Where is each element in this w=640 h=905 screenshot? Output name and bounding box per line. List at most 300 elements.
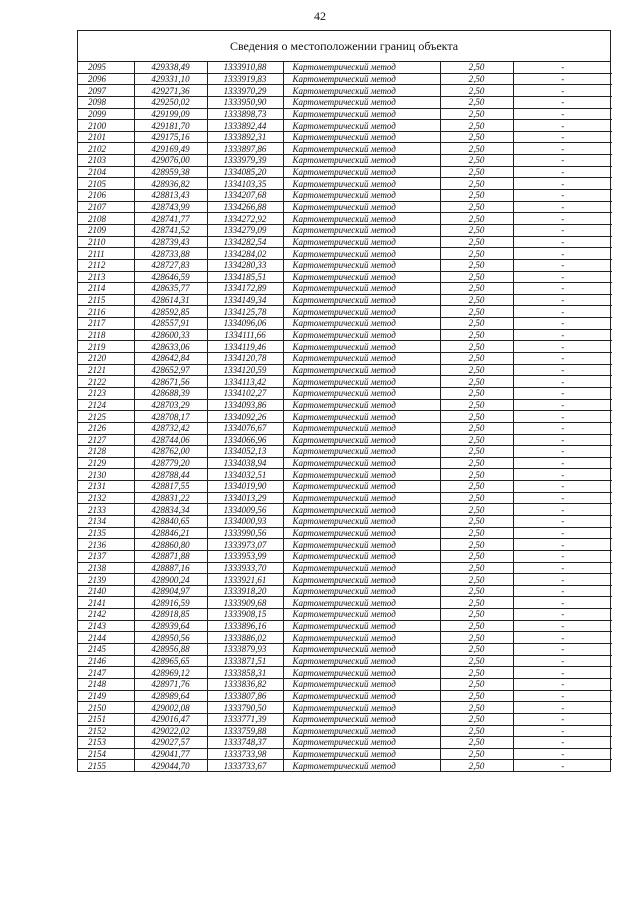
method-cell: Картометрический метод — [283, 190, 440, 202]
table-row — [78, 387, 612, 399]
description-cell: - — [513, 73, 612, 85]
method-cell: Картометрический метод — [283, 574, 440, 586]
point-number-cell: 2139 — [78, 574, 134, 586]
x-coordinate-cell: 429250,02 — [134, 96, 207, 108]
description-cell: - — [513, 539, 612, 551]
y-coordinate-cell: 1334019,90 — [207, 481, 283, 493]
method-cell: Картометрический метод — [283, 527, 440, 539]
y-coordinate-cell: 1334113,42 — [207, 376, 283, 388]
description-cell: - — [513, 550, 612, 562]
table-row — [78, 213, 612, 225]
description-cell: - — [513, 271, 612, 283]
point-number-cell: 2105 — [78, 178, 134, 190]
method-cell: Картометрический метод — [283, 550, 440, 562]
x-coordinate-cell: 429076,00 — [134, 155, 207, 167]
description-cell: - — [513, 143, 612, 155]
method-cell: Картометрический метод — [283, 562, 440, 574]
method-cell: Картометрический метод — [283, 259, 440, 271]
accuracy-cell: 2,50 — [440, 515, 513, 527]
method-cell: Картометрический метод — [283, 364, 440, 376]
point-number-cell: 2127 — [78, 434, 134, 446]
point-number-cell: 2145 — [78, 644, 134, 656]
point-number-cell: 2119 — [78, 341, 134, 353]
description-cell: - — [513, 364, 612, 376]
y-coordinate-cell: 1333892,31 — [207, 131, 283, 143]
accuracy-cell: 2,50 — [440, 213, 513, 225]
method-cell: Картометрический метод — [283, 515, 440, 527]
accuracy-cell: 2,50 — [440, 353, 513, 365]
method-cell: Картометрический метод — [283, 713, 440, 725]
description-cell: - — [513, 527, 612, 539]
point-number-cell: 2102 — [78, 143, 134, 155]
table-row — [78, 620, 612, 632]
method-cell: Картометрический метод — [283, 609, 440, 621]
y-coordinate-cell: 1334207,68 — [207, 190, 283, 202]
x-coordinate-cell: 428744,06 — [134, 434, 207, 446]
accuracy-cell: 2,50 — [440, 387, 513, 399]
y-coordinate-cell: 1333759,88 — [207, 725, 283, 737]
table-row — [78, 108, 612, 120]
description-cell: - — [513, 492, 612, 504]
table-row — [78, 201, 612, 213]
y-coordinate-cell: 1334111,66 — [207, 329, 283, 341]
method-cell: Картометрический метод — [283, 399, 440, 411]
method-cell: Картометрический метод — [283, 597, 440, 609]
x-coordinate-cell: 428688,39 — [134, 387, 207, 399]
method-cell: Картометрический метод — [283, 678, 440, 690]
method-cell: Картометрический метод — [283, 539, 440, 551]
table-row — [78, 85, 612, 97]
method-cell: Картометрический метод — [283, 294, 440, 306]
point-number-cell: 2132 — [78, 492, 134, 504]
point-number-cell: 2120 — [78, 353, 134, 365]
method-cell: Картометрический метод — [283, 213, 440, 225]
x-coordinate-cell: 428646,59 — [134, 271, 207, 283]
description-cell: - — [513, 690, 612, 702]
table-row — [78, 236, 612, 248]
y-coordinate-cell: 1334119,46 — [207, 341, 283, 353]
method-cell: Картометрический метод — [283, 655, 440, 667]
y-coordinate-cell: 1333896,16 — [207, 620, 283, 632]
description-cell: - — [513, 469, 612, 481]
point-number-cell: 2098 — [78, 96, 134, 108]
description-cell: - — [513, 678, 612, 690]
y-coordinate-cell: 1333918,20 — [207, 585, 283, 597]
x-coordinate-cell: 429022,02 — [134, 725, 207, 737]
x-coordinate-cell: 428971,76 — [134, 678, 207, 690]
x-coordinate-cell: 428732,42 — [134, 422, 207, 434]
y-coordinate-cell: 1334125,78 — [207, 306, 283, 318]
accuracy-cell: 2,50 — [440, 457, 513, 469]
description-cell: - — [513, 620, 612, 632]
accuracy-cell: 2,50 — [440, 155, 513, 167]
y-coordinate-cell: 1334272,92 — [207, 213, 283, 225]
accuracy-cell: 2,50 — [440, 667, 513, 679]
y-coordinate-cell: 1334093,86 — [207, 399, 283, 411]
table-row — [78, 737, 612, 749]
table-row — [78, 725, 612, 737]
description-cell: - — [513, 248, 612, 260]
table-row — [78, 259, 612, 271]
y-coordinate-cell: 1334009,56 — [207, 504, 283, 516]
x-coordinate-cell: 429271,36 — [134, 85, 207, 97]
method-cell: Картометрический метод — [283, 143, 440, 155]
x-coordinate-cell: 428741,77 — [134, 213, 207, 225]
description-cell: - — [513, 376, 612, 388]
description-cell: - — [513, 224, 612, 236]
table-row — [78, 306, 612, 318]
y-coordinate-cell: 1333771,39 — [207, 713, 283, 725]
table-row — [78, 166, 612, 178]
method-cell: Картометрический метод — [283, 96, 440, 108]
description-cell: - — [513, 434, 612, 446]
description-cell: - — [513, 318, 612, 330]
table-row — [78, 446, 612, 458]
method-cell: Картометрический метод — [283, 457, 440, 469]
x-coordinate-cell: 428965,65 — [134, 655, 207, 667]
x-coordinate-cell: 428831,22 — [134, 492, 207, 504]
accuracy-cell: 2,50 — [440, 236, 513, 248]
x-coordinate-cell: 428916,59 — [134, 597, 207, 609]
table-row — [78, 329, 612, 341]
point-number-cell: 2104 — [78, 166, 134, 178]
coordinates-table-body — [78, 62, 612, 771]
x-coordinate-cell: 428900,24 — [134, 574, 207, 586]
accuracy-cell: 2,50 — [440, 678, 513, 690]
description-cell: - — [513, 353, 612, 365]
y-coordinate-cell: 1333953,99 — [207, 550, 283, 562]
table-row — [78, 178, 612, 190]
method-cell: Картометрический метод — [283, 120, 440, 132]
x-coordinate-cell: 428743,99 — [134, 201, 207, 213]
x-coordinate-cell: 428871,88 — [134, 550, 207, 562]
description-cell: - — [513, 748, 612, 760]
y-coordinate-cell: 1334279,09 — [207, 224, 283, 236]
x-coordinate-cell: 428642,84 — [134, 353, 207, 365]
point-number-cell: 2143 — [78, 620, 134, 632]
y-coordinate-cell: 1333897,86 — [207, 143, 283, 155]
point-number-cell: 2110 — [78, 236, 134, 248]
x-coordinate-cell: 428557,91 — [134, 318, 207, 330]
point-number-cell: 2140 — [78, 585, 134, 597]
accuracy-cell: 2,50 — [440, 446, 513, 458]
table-row — [78, 504, 612, 516]
accuracy-cell: 2,50 — [440, 283, 513, 295]
method-cell: Картометрический метод — [283, 108, 440, 120]
point-number-cell: 2131 — [78, 481, 134, 493]
y-coordinate-cell: 1334172,89 — [207, 283, 283, 295]
accuracy-cell: 2,50 — [440, 318, 513, 330]
description-cell: - — [513, 457, 612, 469]
method-cell: Картометрический метод — [283, 85, 440, 97]
y-coordinate-cell: 1333879,93 — [207, 644, 283, 656]
x-coordinate-cell: 428846,21 — [134, 527, 207, 539]
description-cell: - — [513, 96, 612, 108]
method-cell: Картометрический метод — [283, 318, 440, 330]
table-row — [78, 96, 612, 108]
method-cell: Картометрический метод — [283, 585, 440, 597]
y-coordinate-cell: 1333871,51 — [207, 655, 283, 667]
accuracy-cell: 2,50 — [440, 108, 513, 120]
method-cell: Картометрический метод — [283, 504, 440, 516]
x-coordinate-cell: 428788,44 — [134, 469, 207, 481]
description-cell: - — [513, 190, 612, 202]
description-cell: - — [513, 411, 612, 423]
point-number-cell: 2154 — [78, 748, 134, 760]
point-number-cell: 2148 — [78, 678, 134, 690]
accuracy-cell: 2,50 — [440, 306, 513, 318]
x-coordinate-cell: 428834,34 — [134, 504, 207, 516]
accuracy-cell: 2,50 — [440, 85, 513, 97]
accuracy-cell: 2,50 — [440, 574, 513, 586]
accuracy-cell: 2,50 — [440, 550, 513, 562]
table-row — [78, 294, 612, 306]
table-row — [78, 632, 612, 644]
point-number-cell: 2138 — [78, 562, 134, 574]
x-coordinate-cell: 428779,20 — [134, 457, 207, 469]
description-cell: - — [513, 341, 612, 353]
table-row — [78, 539, 612, 551]
description-cell: - — [513, 155, 612, 167]
table-row — [78, 713, 612, 725]
accuracy-cell: 2,50 — [440, 702, 513, 714]
point-number-cell: 2103 — [78, 155, 134, 167]
y-coordinate-cell: 1334102,27 — [207, 387, 283, 399]
y-coordinate-cell: 1334103,35 — [207, 178, 283, 190]
accuracy-cell: 2,50 — [440, 166, 513, 178]
x-coordinate-cell: 428600,33 — [134, 329, 207, 341]
y-coordinate-cell: 1333733,67 — [207, 760, 283, 771]
y-coordinate-cell: 1333733,98 — [207, 748, 283, 760]
accuracy-cell: 2,50 — [440, 131, 513, 143]
accuracy-cell: 2,50 — [440, 737, 513, 749]
method-cell: Картометрический метод — [283, 329, 440, 341]
point-number-cell: 2152 — [78, 725, 134, 737]
point-number-cell: 2147 — [78, 667, 134, 679]
y-coordinate-cell: 1334280,33 — [207, 259, 283, 271]
table-row — [78, 271, 612, 283]
method-cell: Картометрический метод — [283, 166, 440, 178]
point-number-cell: 2107 — [78, 201, 134, 213]
description-cell: - — [513, 737, 612, 749]
accuracy-cell: 2,50 — [440, 585, 513, 597]
y-coordinate-cell: 1334038,94 — [207, 457, 283, 469]
accuracy-cell: 2,50 — [440, 259, 513, 271]
point-number-cell: 2133 — [78, 504, 134, 516]
point-number-cell: 2142 — [78, 609, 134, 621]
accuracy-cell: 2,50 — [440, 62, 513, 73]
accuracy-cell: 2,50 — [440, 539, 513, 551]
description-cell: - — [513, 166, 612, 178]
accuracy-cell: 2,50 — [440, 725, 513, 737]
point-number-cell: 2125 — [78, 411, 134, 423]
table-row — [78, 155, 612, 167]
point-number-cell: 2136 — [78, 539, 134, 551]
boundary-coordinates-sheet — [77, 30, 611, 772]
y-coordinate-cell: 1333908,15 — [207, 609, 283, 621]
accuracy-cell: 2,50 — [440, 492, 513, 504]
accuracy-cell: 2,50 — [440, 597, 513, 609]
table-row — [78, 131, 612, 143]
point-number-cell: 2106 — [78, 190, 134, 202]
accuracy-cell: 2,50 — [440, 690, 513, 702]
accuracy-cell: 2,50 — [440, 399, 513, 411]
x-coordinate-cell: 428733,88 — [134, 248, 207, 260]
accuracy-cell: 2,50 — [440, 329, 513, 341]
method-cell: Картометрический метод — [283, 725, 440, 737]
method-cell: Картометрический метод — [283, 411, 440, 423]
description-cell: - — [513, 481, 612, 493]
table-row — [78, 457, 612, 469]
method-cell: Картометрический метод — [283, 248, 440, 260]
point-number-cell: 2100 — [78, 120, 134, 132]
method-cell: Картометрический метод — [283, 178, 440, 190]
description-cell: - — [513, 85, 612, 97]
x-coordinate-cell: 429002,08 — [134, 702, 207, 714]
table-row — [78, 527, 612, 539]
description-cell: - — [513, 306, 612, 318]
y-coordinate-cell: 1333892,44 — [207, 120, 283, 132]
x-coordinate-cell: 429169,49 — [134, 143, 207, 155]
point-number-cell: 2129 — [78, 457, 134, 469]
point-number-cell: 2117 — [78, 318, 134, 330]
y-coordinate-cell: 1333807,86 — [207, 690, 283, 702]
description-cell: - — [513, 504, 612, 516]
point-number-cell: 2095 — [78, 62, 134, 73]
description-cell: - — [513, 515, 612, 527]
table-row — [78, 748, 612, 760]
description-cell: - — [513, 609, 612, 621]
y-coordinate-cell: 1333909,68 — [207, 597, 283, 609]
x-coordinate-cell: 428939,64 — [134, 620, 207, 632]
accuracy-cell: 2,50 — [440, 760, 513, 771]
y-coordinate-cell: 1333950,90 — [207, 96, 283, 108]
method-cell: Картометрический метод — [283, 387, 440, 399]
method-cell: Картометрический метод — [283, 155, 440, 167]
point-number-cell: 2130 — [78, 469, 134, 481]
x-coordinate-cell: 428671,56 — [134, 376, 207, 388]
method-cell: Картометрический метод — [283, 236, 440, 248]
point-number-cell: 2118 — [78, 329, 134, 341]
accuracy-cell: 2,50 — [440, 224, 513, 236]
point-number-cell: 2124 — [78, 399, 134, 411]
method-cell: Картометрический метод — [283, 481, 440, 493]
accuracy-cell: 2,50 — [440, 609, 513, 621]
method-cell: Картометрический метод — [283, 422, 440, 434]
x-coordinate-cell: 429041,77 — [134, 748, 207, 760]
point-number-cell: 2146 — [78, 655, 134, 667]
table-row — [78, 283, 612, 295]
description-cell: - — [513, 574, 612, 586]
accuracy-cell: 2,50 — [440, 422, 513, 434]
accuracy-cell: 2,50 — [440, 96, 513, 108]
point-number-cell: 2113 — [78, 271, 134, 283]
table-row — [78, 644, 612, 656]
point-number-cell: 2144 — [78, 632, 134, 644]
description-cell: - — [513, 399, 612, 411]
method-cell: Картометрический метод — [283, 469, 440, 481]
description-cell: - — [513, 632, 612, 644]
method-cell: Картометрический метод — [283, 341, 440, 353]
description-cell: - — [513, 329, 612, 341]
description-cell: - — [513, 562, 612, 574]
method-cell: Картометрический метод — [283, 73, 440, 85]
x-coordinate-cell: 428703,29 — [134, 399, 207, 411]
table-row — [78, 574, 612, 586]
description-cell: - — [513, 283, 612, 295]
table-row — [78, 481, 612, 493]
accuracy-cell: 2,50 — [440, 248, 513, 260]
x-coordinate-cell: 429181,70 — [134, 120, 207, 132]
x-coordinate-cell: 428813,43 — [134, 190, 207, 202]
x-coordinate-cell: 429027,57 — [134, 737, 207, 749]
table-row — [78, 597, 612, 609]
x-coordinate-cell: 428633,06 — [134, 341, 207, 353]
table-row — [78, 690, 612, 702]
description-cell: - — [513, 422, 612, 434]
description-cell: - — [513, 702, 612, 714]
accuracy-cell: 2,50 — [440, 294, 513, 306]
x-coordinate-cell: 428739,43 — [134, 236, 207, 248]
description-cell: - — [513, 259, 612, 271]
y-coordinate-cell: 1333990,56 — [207, 527, 283, 539]
y-coordinate-cell: 1334282,54 — [207, 236, 283, 248]
description-cell: - — [513, 236, 612, 248]
method-cell: Картометрический метод — [283, 492, 440, 504]
method-cell: Картометрический метод — [283, 376, 440, 388]
x-coordinate-cell: 428887,16 — [134, 562, 207, 574]
accuracy-cell: 2,50 — [440, 201, 513, 213]
x-coordinate-cell: 428708,17 — [134, 411, 207, 423]
description-cell: - — [513, 597, 612, 609]
table-row — [78, 434, 612, 446]
table-row — [78, 515, 612, 527]
x-coordinate-cell: 428918,85 — [134, 609, 207, 621]
y-coordinate-cell: 1334266,88 — [207, 201, 283, 213]
y-coordinate-cell: 1333933,70 — [207, 562, 283, 574]
accuracy-cell: 2,50 — [440, 655, 513, 667]
table-row — [78, 143, 612, 155]
table-row — [78, 73, 612, 85]
y-coordinate-cell: 1334066,96 — [207, 434, 283, 446]
table-row — [78, 376, 612, 388]
table-row — [78, 667, 612, 679]
description-cell: - — [513, 120, 612, 132]
accuracy-cell: 2,50 — [440, 411, 513, 423]
y-coordinate-cell: 1333858,31 — [207, 667, 283, 679]
x-coordinate-cell: 429044,70 — [134, 760, 207, 771]
point-number-cell: 2135 — [78, 527, 134, 539]
x-coordinate-cell: 428652,97 — [134, 364, 207, 376]
table-row — [78, 318, 612, 330]
point-number-cell: 2114 — [78, 283, 134, 295]
y-coordinate-cell: 1333898,73 — [207, 108, 283, 120]
accuracy-cell: 2,50 — [440, 713, 513, 725]
method-cell: Картометрический метод — [283, 760, 440, 771]
table-row — [78, 120, 612, 132]
description-cell: - — [513, 108, 612, 120]
y-coordinate-cell: 1334120,78 — [207, 353, 283, 365]
table-row — [78, 353, 612, 365]
method-cell: Картометрический метод — [283, 644, 440, 656]
method-cell: Картометрический метод — [283, 737, 440, 749]
x-coordinate-cell: 429199,09 — [134, 108, 207, 120]
method-cell: Картометрический метод — [283, 690, 440, 702]
method-cell: Картометрический метод — [283, 224, 440, 236]
y-coordinate-cell: 1333790,50 — [207, 702, 283, 714]
y-coordinate-cell: 1334092,26 — [207, 411, 283, 423]
y-coordinate-cell: 1333748,37 — [207, 737, 283, 749]
